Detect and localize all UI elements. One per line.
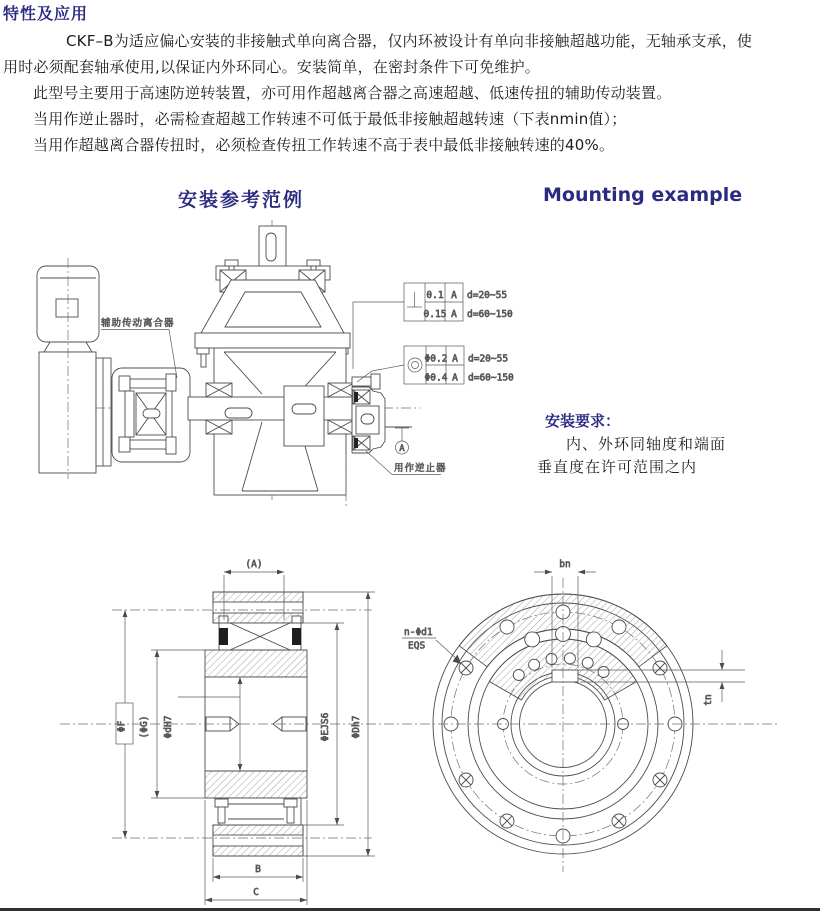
tolerance-frame-concentricity: [357, 346, 514, 384]
dim-label-G: (ΦG): [139, 715, 150, 739]
mounting-requirements-line: 垂直度在许可范围之内: [537, 458, 698, 476]
hole-note-line2: EQS: [408, 640, 426, 652]
frame-value: Φ0.4: [424, 372, 448, 384]
frame-range: d=20~55: [467, 290, 508, 301]
frame-range: d=60~150: [468, 372, 514, 384]
frame-datum: A: [452, 372, 458, 384]
gearbox-drawing: [188, 226, 354, 495]
intro-line: 用时必须配套轴承使用,以保证内外环同心。安装简单，在密封条件下可免维护。: [3, 58, 540, 76]
dim-label-D: ΦDh7: [351, 715, 362, 739]
aux-clutch-label: 辅助传动离合器: [101, 318, 175, 329]
frame-range: d=60~150: [467, 309, 513, 320]
intro-line: 此型号主要用于高速防逆转装置，亦可用作超越离合器之高速超越、低速传扭的辅助传动装置。: [33, 84, 672, 102]
datum-flag: [395, 428, 409, 454]
frame-datum: A: [451, 309, 457, 320]
datum-letter: A: [399, 443, 405, 454]
motor-drawing: [37, 258, 99, 479]
dim-label-E: ΦEJS6: [320, 712, 331, 742]
mounting-requirements-line: 内、外环同轴度和端面: [566, 435, 727, 453]
dim-label-bn: bn: [559, 559, 571, 570]
dim-label-d: ΦdH7: [163, 715, 174, 739]
mounting-plate-drawing: [96, 358, 111, 466]
hole-note-line1: n-Φd1: [404, 627, 433, 638]
mounting-assembly-drawing: [37, 220, 514, 507]
frame-range: d=20~55: [468, 353, 509, 365]
mounting-requirements-title: 安装要求：: [545, 412, 621, 430]
frame-datum: A: [451, 290, 457, 301]
dim-label-A: (A): [245, 559, 263, 570]
backstop-callout: [366, 451, 447, 475]
heading-mounting-example-en: Mounting example: [543, 184, 743, 206]
dim-label-tn: tn: [703, 694, 714, 706]
backstop-label: 用作逆止器: [394, 463, 447, 474]
intro-line: 当用作超越离合器传扭时，必须检查传扭工作转速不高于表中最低非接触转速的40%。: [33, 136, 615, 154]
intro-line: CKF–B为适应偏心安装的非接触式单向离合器，仅内环被设计有单向非接触超越功能，无轴承支承，使: [66, 32, 753, 50]
frame-value: 0.1: [426, 290, 444, 301]
front-view-drawing: [60, 559, 778, 872]
dim-label-B: B: [255, 864, 261, 875]
heading-mounting-example-zh: 安装参考范例: [178, 189, 305, 211]
intro-line: 当用作逆止器时，必需检查超越工作转速不可低于最低非接触超越转速（下表nmin值）；: [33, 110, 627, 128]
page-bottom-rule: [0, 908, 820, 911]
frame-datum: A: [452, 353, 458, 365]
dim-label-C: C: [253, 887, 259, 898]
frame-value: 0.15: [423, 309, 447, 320]
page-title: 特性及应用: [3, 4, 89, 23]
section-view-drawing: [112, 559, 375, 905]
dim-label-F: ΦF: [116, 720, 128, 733]
hole-count-note: [402, 627, 461, 664]
dim-B: [213, 858, 303, 882]
frame-value: Φ0.2: [424, 353, 448, 365]
